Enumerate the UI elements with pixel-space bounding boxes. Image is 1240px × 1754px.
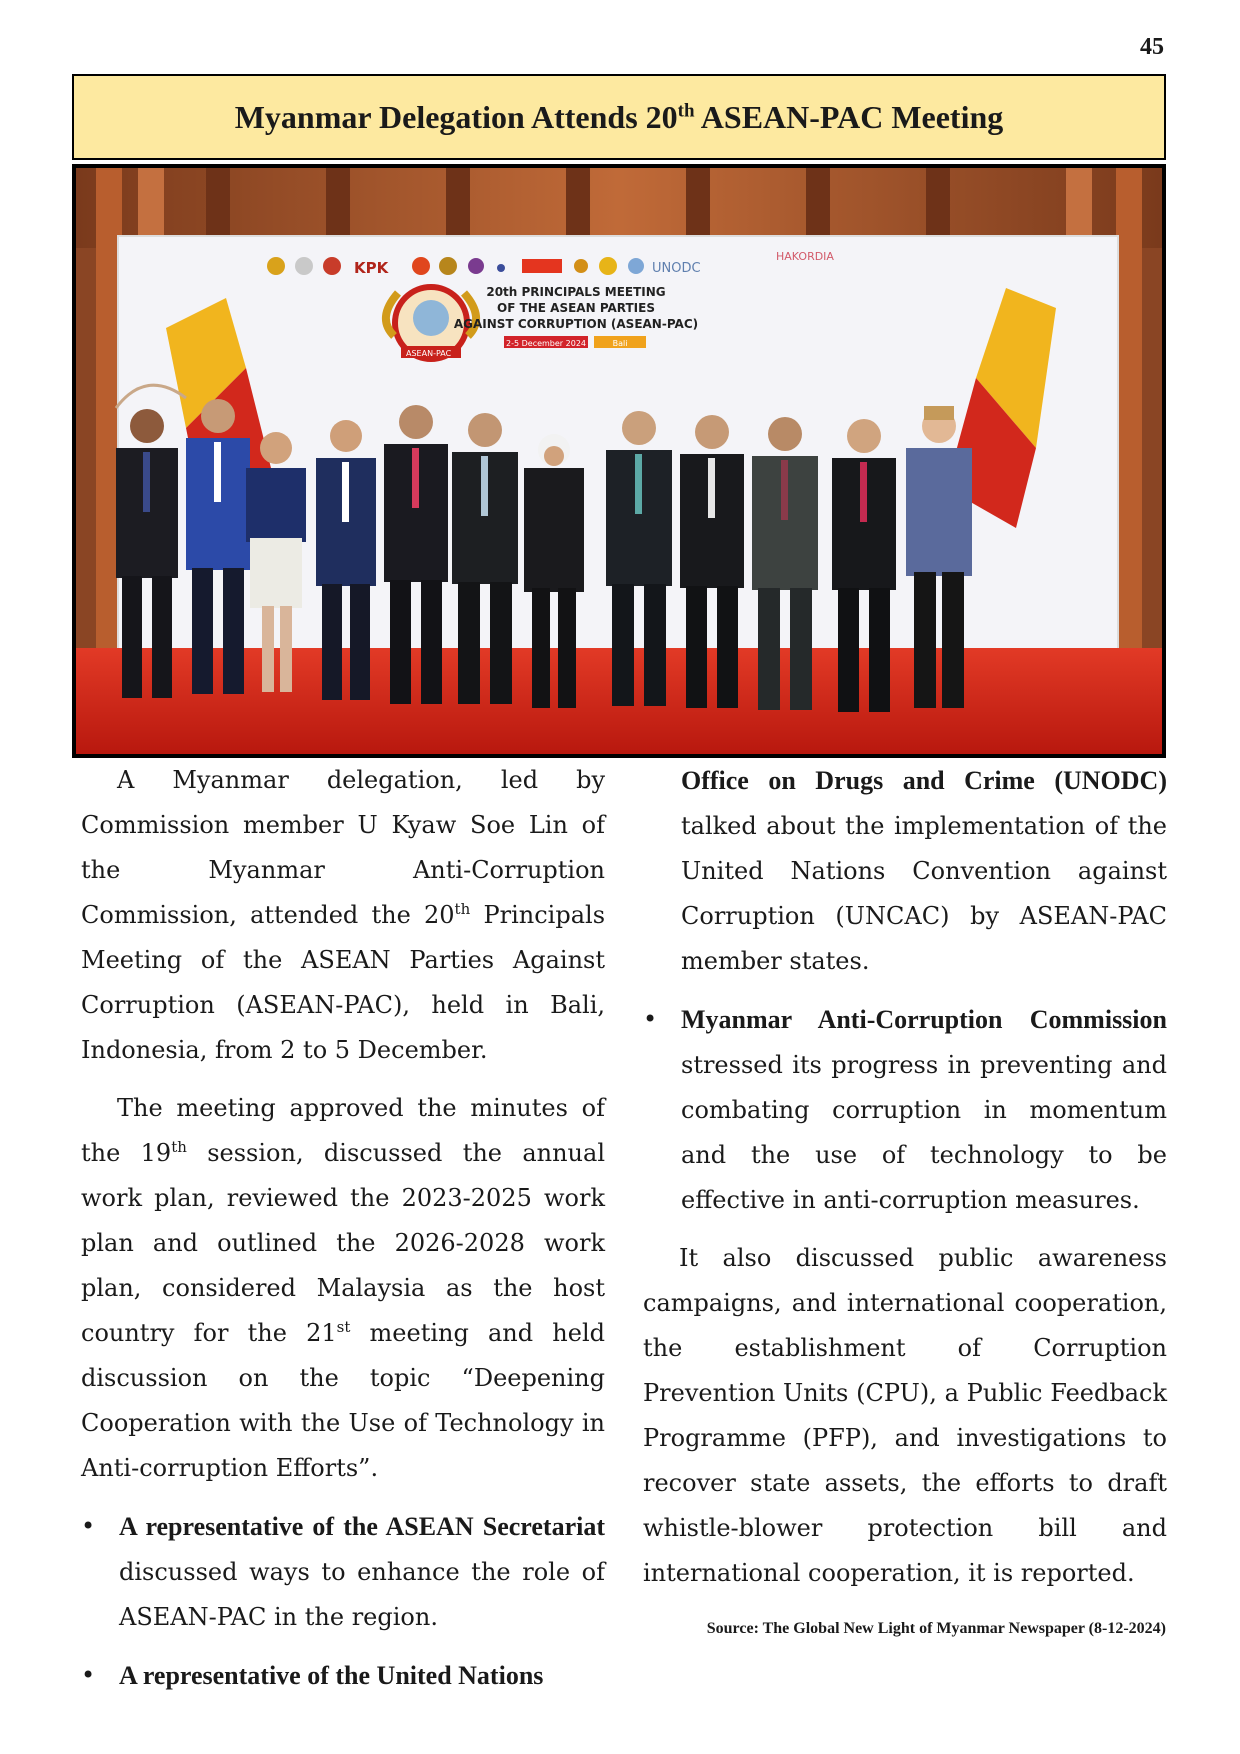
left-column (81, 758, 605, 1699)
bullet-bold-lead: Office on Drugs and Crime (UNODC) (681, 766, 1167, 795)
superscript: th (454, 900, 471, 918)
right-column (643, 758, 1167, 1596)
title-superscript: th (677, 99, 695, 121)
bullet-asean-secretariat (81, 1504, 605, 1640)
seal-text: ASEAN-PAC (406, 349, 452, 358)
article-title (235, 99, 1004, 136)
title-text-end: ASEAN-PAC Meeting (694, 98, 1004, 135)
delegation-group-photo (72, 164, 1166, 758)
text-run: meeting and held discussion on the topic “Deepening Cooperation with the Use of Technology in Anti-corruption Efforts”. (81, 1319, 605, 1482)
backdrop-date: 2-5 December 2024 (506, 339, 586, 348)
bullet-bold-lead: A representative of the ASEAN Secretariat (119, 1512, 605, 1541)
text-run: The meeting approved the minutes of the 19 (81, 1094, 605, 1167)
bullet-myanmar-commission (643, 997, 1167, 1223)
superscript: th (171, 1138, 187, 1156)
superscript: st (336, 1318, 351, 1336)
article-title-box (72, 74, 1166, 160)
hakordia-logo-text: HAKORDIA (776, 250, 834, 263)
bullet-text: talked about the implementation of the United Nations Convention against Corruption (UNCAC) by ASEAN-PAC member states. (681, 812, 1167, 975)
text-run: Principals Meeting of the ASEAN Parties Against Corruption (ASEAN-PAC), held in Bali, Indonesia, from 2 to 5 December. (81, 901, 606, 1064)
group-photo-illustration (76, 168, 1162, 754)
unodc-logo-text: UNODC (652, 261, 701, 276)
backdrop-place: Bali (612, 339, 628, 348)
bullet-unodc-continued (643, 758, 1167, 984)
backdrop-line-3: AGAINST CORRUPTION (ASEAN-PAC) (453, 317, 699, 331)
bullet-text: stressed its progress in preventing and combating corruption in momentum and the use of technology to be effective in anti-corruption measures. (681, 1051, 1167, 1214)
paragraph-intro (81, 758, 605, 1073)
bullet-text: discussed ways to enhance the role of ASEAN-PAC in the region. (119, 1558, 605, 1631)
bullet-unodc-start (81, 1653, 605, 1699)
bullet-bold-lead: Myanmar Anti-Corruption Commission (681, 1005, 1167, 1034)
paragraph-closing: It also discussed public awareness campaigns, and international cooperation, the establishment of Corruption Prevention Units (CPU), a Public Feedback Programme (PFP), and investigations to recover state assets, the efforts to draft whistle-blower protection bill and international cooperation, it is reported. (643, 1244, 1167, 1587)
text-run: A Myanmar delegation, led by Commission member U Kyaw Soe Lin of the Myanmar Anti-Corruption Commission, attended the 20 (81, 766, 605, 929)
bullet-bold-lead: A representative of the United Nations (119, 1661, 544, 1690)
source-citation: Source: The Global New Light of Myanmar Newspaper (8-12-2024) (706, 1620, 1166, 1637)
title-text: Myanmar Delegation Attends 20 (234, 98, 678, 135)
paragraph-meeting (81, 1086, 605, 1491)
kpk-logo-text: KPK (354, 259, 389, 277)
backdrop-line-2: OF THE ASEAN PARTIES (497, 301, 655, 315)
text-run: session, discussed the annual work plan, reviewed the 2023-2025 work plan and outlined the 2026-2028 work plan, considered Malaysia as the host country for the 21 (81, 1139, 605, 1347)
page-number: 45 (1140, 34, 1164, 60)
backdrop-line-1: 20th PRINCIPALS MEETING (486, 285, 666, 299)
